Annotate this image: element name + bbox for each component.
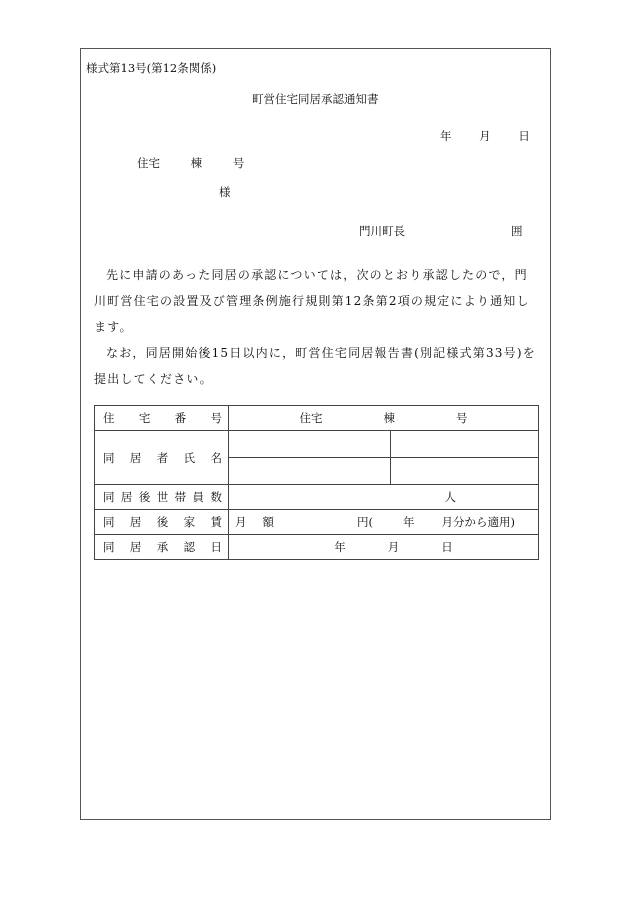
addressee-line — [137, 155, 271, 171]
table-row-cohabitant-name-1 — [95, 431, 539, 458]
label-cohabitant-name: 同 居 者 氏 名 — [95, 431, 229, 485]
cohabitant-name-cell-3 — [229, 458, 391, 485]
label-household-size: 同 居 後 世 帯 員 数 — [95, 485, 229, 510]
date-day: 日 — [518, 129, 530, 143]
label-approval-date: 同 居 承 認 日 — [95, 535, 229, 560]
table-row-household-size — [95, 485, 539, 510]
value-approval-date: 年 月 日 — [229, 535, 539, 560]
value-rent: 月 額 円( 年 月分から適用) — [229, 510, 539, 535]
body-paragraph-2: なお，同居開始後15日以内に，町営住宅同居報告書(別記様式第33号)を提出してください。 — [94, 346, 536, 386]
notice-body — [94, 262, 538, 392]
label-rent: 同 居 後 家 賃 — [95, 510, 229, 535]
cohabitant-name-cell-2 — [391, 431, 539, 458]
cohabitant-name-cell-1 — [229, 431, 391, 458]
form-number: 様式第13号(第12条関係) — [86, 61, 217, 75]
value-household-size: 人 — [229, 485, 539, 510]
addressee-house: 住宅 — [137, 156, 160, 170]
addressee-building: 棟 — [190, 156, 203, 170]
sender-mayor: 門川町長 — [359, 224, 405, 238]
table-row-approval-date — [95, 535, 539, 560]
detail-table — [94, 405, 539, 560]
table-row-rent — [95, 510, 539, 535]
date-line — [440, 128, 530, 144]
addressee-number: 号 — [232, 156, 245, 170]
cohabitant-name-cell-4 — [391, 458, 539, 485]
label-house-number: 住 宅 番 号 — [95, 406, 229, 431]
date-month: 月 — [479, 129, 491, 143]
addressee-honorific: 様 — [219, 185, 231, 199]
document-title: 町営住宅同居承認通知書 — [252, 92, 379, 106]
seal-mark: 囲 — [511, 224, 523, 238]
table-row-house-number — [95, 406, 539, 431]
date-year: 年 — [440, 129, 452, 143]
value-house-number: 住宅 棟 号 — [229, 406, 539, 431]
body-paragraph-1: 先に申請のあった同居の承認については，次のとおり承認したので，門川町営住宅の設置及び管理条例施行規則第12条第2項の規定により通知します。 — [94, 268, 530, 334]
